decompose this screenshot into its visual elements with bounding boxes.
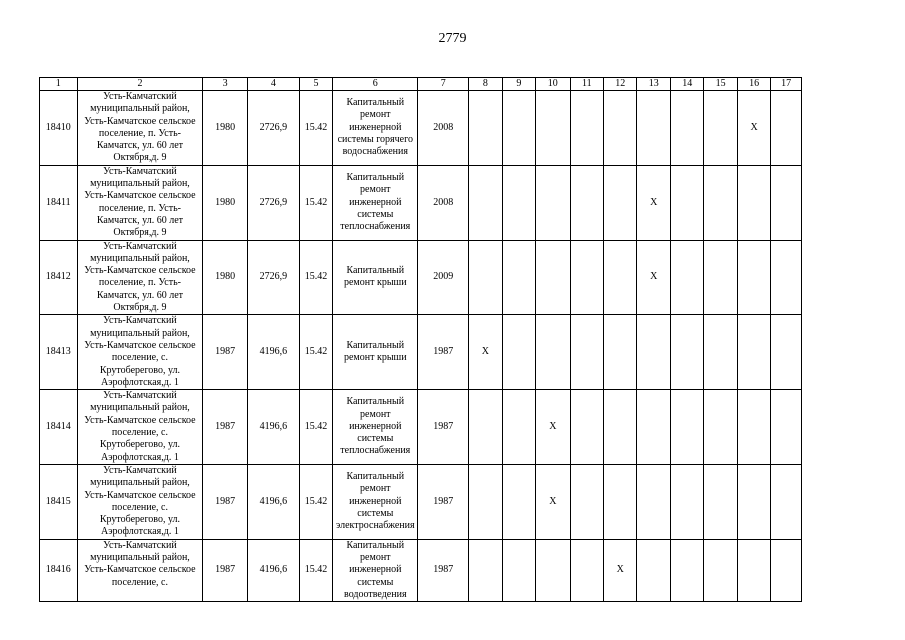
mark-cell <box>670 464 703 539</box>
build-year-cell: 1980 <box>203 165 248 240</box>
mark-cell <box>502 315 535 390</box>
mark-cell <box>536 539 570 601</box>
mark-cell <box>570 240 603 315</box>
mark-cell <box>536 91 570 166</box>
mark-cell <box>670 91 703 166</box>
mark-cell <box>570 539 603 601</box>
mark-cell: X <box>536 464 570 539</box>
mark-cell <box>502 165 535 240</box>
page-number: 2779 <box>438 31 467 46</box>
mark-cell <box>469 91 502 166</box>
code-cell: 15.42 <box>299 315 332 390</box>
row-id-cell: 18411 <box>40 165 78 240</box>
column-number-cell: 10 <box>536 78 570 91</box>
address-cell: Усть-Камчатский муниципальный район, Усть-Камчатское сельское поселение, с. Крутоберегово, ул. Аэрофлотская,д. 1 <box>77 464 203 539</box>
mark-cell <box>536 240 570 315</box>
mark-cell <box>737 165 770 240</box>
column-number-cell: 7 <box>418 78 469 91</box>
address-cell: Усть-Камчатский муниципальный район, Усть-Камчатское сельское поселение, с. <box>77 539 203 601</box>
mark-cell <box>570 390 603 465</box>
mark-cell <box>637 464 670 539</box>
mark-cell <box>469 390 502 465</box>
mark-cell <box>570 91 603 166</box>
mark-cell <box>670 390 703 465</box>
mark-cell <box>469 539 502 601</box>
table-body <box>40 78 802 602</box>
mark-cell <box>771 539 802 601</box>
mark-cell <box>502 91 535 166</box>
column-number-cell: 12 <box>604 78 637 91</box>
table-row <box>40 91 802 166</box>
mark-cell <box>670 165 703 240</box>
column-number-cell: 15 <box>704 78 737 91</box>
table-row <box>40 315 802 390</box>
mark-cell <box>670 315 703 390</box>
table-row <box>40 539 802 601</box>
mark-cell <box>469 464 502 539</box>
mark-cell <box>502 464 535 539</box>
work-type-cell: Капитальный ремонт крыши <box>333 240 418 315</box>
mark-cell <box>604 390 637 465</box>
column-number-cell: 11 <box>570 78 603 91</box>
mark-cell <box>771 240 802 315</box>
work-type-cell: Капитальный ремонт инженерной системы электроснабжения <box>333 464 418 539</box>
address-cell: Усть-Камчатский муниципальный район, Усть-Камчатское сельское поселение, п. Усть-Камчатск, ул. 60 лет Октября,д. 9 <box>77 165 203 240</box>
mark-cell <box>670 240 703 315</box>
row-id-cell: 18410 <box>40 91 78 166</box>
mark-cell <box>737 315 770 390</box>
column-number-cell: 2 <box>77 78 203 91</box>
area-cell: 4196,6 <box>247 464 299 539</box>
code-cell: 15.42 <box>299 390 332 465</box>
mark-cell <box>771 390 802 465</box>
row-id-cell: 18415 <box>40 464 78 539</box>
mark-cell <box>469 240 502 315</box>
table-row <box>40 390 802 465</box>
work-type-cell: Капитальный ремонт инженерной системы теплоснабжения <box>333 165 418 240</box>
mark-cell: X <box>637 240 670 315</box>
code-cell: 15.42 <box>299 464 332 539</box>
mark-cell <box>502 539 535 601</box>
column-number-cell: 17 <box>771 78 802 91</box>
table-row <box>40 464 802 539</box>
area-cell: 4196,6 <box>247 390 299 465</box>
code-cell: 15.42 <box>299 240 332 315</box>
mark-cell <box>502 240 535 315</box>
work-year-cell: 2008 <box>418 91 469 166</box>
mark-cell: X <box>604 539 637 601</box>
mark-cell <box>570 464 603 539</box>
build-year-cell: 1987 <box>203 315 248 390</box>
mark-cell <box>771 315 802 390</box>
register-table <box>39 77 802 602</box>
mark-cell <box>670 539 703 601</box>
work-year-cell: 1987 <box>418 315 469 390</box>
mark-cell <box>604 315 637 390</box>
mark-cell <box>604 91 637 166</box>
mark-cell <box>704 91 737 166</box>
column-number-cell: 1 <box>40 78 78 91</box>
mark-cell <box>637 315 670 390</box>
work-year-cell: 1987 <box>418 539 469 601</box>
mark-cell <box>704 539 737 601</box>
address-cell: Усть-Камчатский муниципальный район, Усть-Камчатское сельское поселение, п. Усть-Камчатск, ул. 60 лет Октября,д. 9 <box>77 91 203 166</box>
mark-cell <box>737 240 770 315</box>
work-year-cell: 2008 <box>418 165 469 240</box>
build-year-cell: 1987 <box>203 464 248 539</box>
build-year-cell: 1980 <box>203 240 248 315</box>
mark-cell <box>704 165 737 240</box>
mark-cell <box>704 390 737 465</box>
mark-cell <box>637 390 670 465</box>
mark-cell <box>771 91 802 166</box>
area-cell: 2726,9 <box>247 240 299 315</box>
column-number-cell: 9 <box>502 78 535 91</box>
work-year-cell: 2009 <box>418 240 469 315</box>
work-year-cell: 1987 <box>418 464 469 539</box>
code-cell: 15.42 <box>299 539 332 601</box>
work-type-cell: Капитальный ремонт инженерной системы водоотведения <box>333 539 418 601</box>
mark-cell <box>771 464 802 539</box>
mark-cell <box>704 240 737 315</box>
area-cell: 2726,9 <box>247 91 299 166</box>
mark-cell <box>737 539 770 601</box>
mark-cell: X <box>536 390 570 465</box>
address-cell: Усть-Камчатский муниципальный район, Усть-Камчатское сельское поселение, с. Крутоберегово, ул. Аэрофлотская,д. 1 <box>77 315 203 390</box>
column-number-cell: 5 <box>299 78 332 91</box>
area-cell: 4196,6 <box>247 539 299 601</box>
mark-cell: X <box>737 91 770 166</box>
build-year-cell: 1980 <box>203 91 248 166</box>
mark-cell <box>536 315 570 390</box>
address-cell: Усть-Камчатский муниципальный район, Усть-Камчатское сельское поселение, с. Крутоберегово, ул. Аэрофлотская,д. 1 <box>77 390 203 465</box>
area-cell: 4196,6 <box>247 315 299 390</box>
mark-cell <box>771 165 802 240</box>
work-year-cell: 1987 <box>418 390 469 465</box>
build-year-cell: 1987 <box>203 539 248 601</box>
mark-cell <box>737 464 770 539</box>
column-number-cell: 4 <box>247 78 299 91</box>
mark-cell <box>737 390 770 465</box>
build-year-cell: 1987 <box>203 390 248 465</box>
column-number-cell: 3 <box>203 78 248 91</box>
mark-cell <box>704 464 737 539</box>
column-number-cell: 8 <box>469 78 502 91</box>
mark-cell <box>536 165 570 240</box>
mark-cell: X <box>469 315 502 390</box>
mark-cell <box>604 165 637 240</box>
mark-cell: X <box>637 165 670 240</box>
work-type-cell: Капитальный ремонт инженерной системы горячего водоснабжения <box>333 91 418 166</box>
address-cell: Усть-Камчатский муниципальный район, Усть-Камчатское сельское поселение, п. Усть-Камчатск, ул. 60 лет Октября,д. 9 <box>77 240 203 315</box>
mark-cell <box>604 240 637 315</box>
mark-cell <box>570 165 603 240</box>
mark-cell <box>704 315 737 390</box>
column-number-cell: 14 <box>670 78 703 91</box>
column-number-cell: 6 <box>333 78 418 91</box>
mark-cell <box>604 464 637 539</box>
mark-cell <box>637 539 670 601</box>
column-number-cell: 16 <box>737 78 770 91</box>
column-number-row <box>40 78 802 91</box>
row-id-cell: 18416 <box>40 539 78 601</box>
mark-cell <box>469 165 502 240</box>
row-id-cell: 18412 <box>40 240 78 315</box>
mark-cell <box>637 91 670 166</box>
code-cell: 15.42 <box>299 165 332 240</box>
code-cell: 15.42 <box>299 91 332 166</box>
row-id-cell: 18413 <box>40 315 78 390</box>
mark-cell <box>570 315 603 390</box>
work-type-cell: Капитальный ремонт крыши <box>333 315 418 390</box>
work-type-cell: Капитальный ремонт инженерной системы теплоснабжения <box>333 390 418 465</box>
column-number-cell: 13 <box>637 78 670 91</box>
table-row <box>40 240 802 315</box>
row-id-cell: 18414 <box>40 390 78 465</box>
area-cell: 2726,9 <box>247 165 299 240</box>
table-row <box>40 165 802 240</box>
mark-cell <box>502 390 535 465</box>
